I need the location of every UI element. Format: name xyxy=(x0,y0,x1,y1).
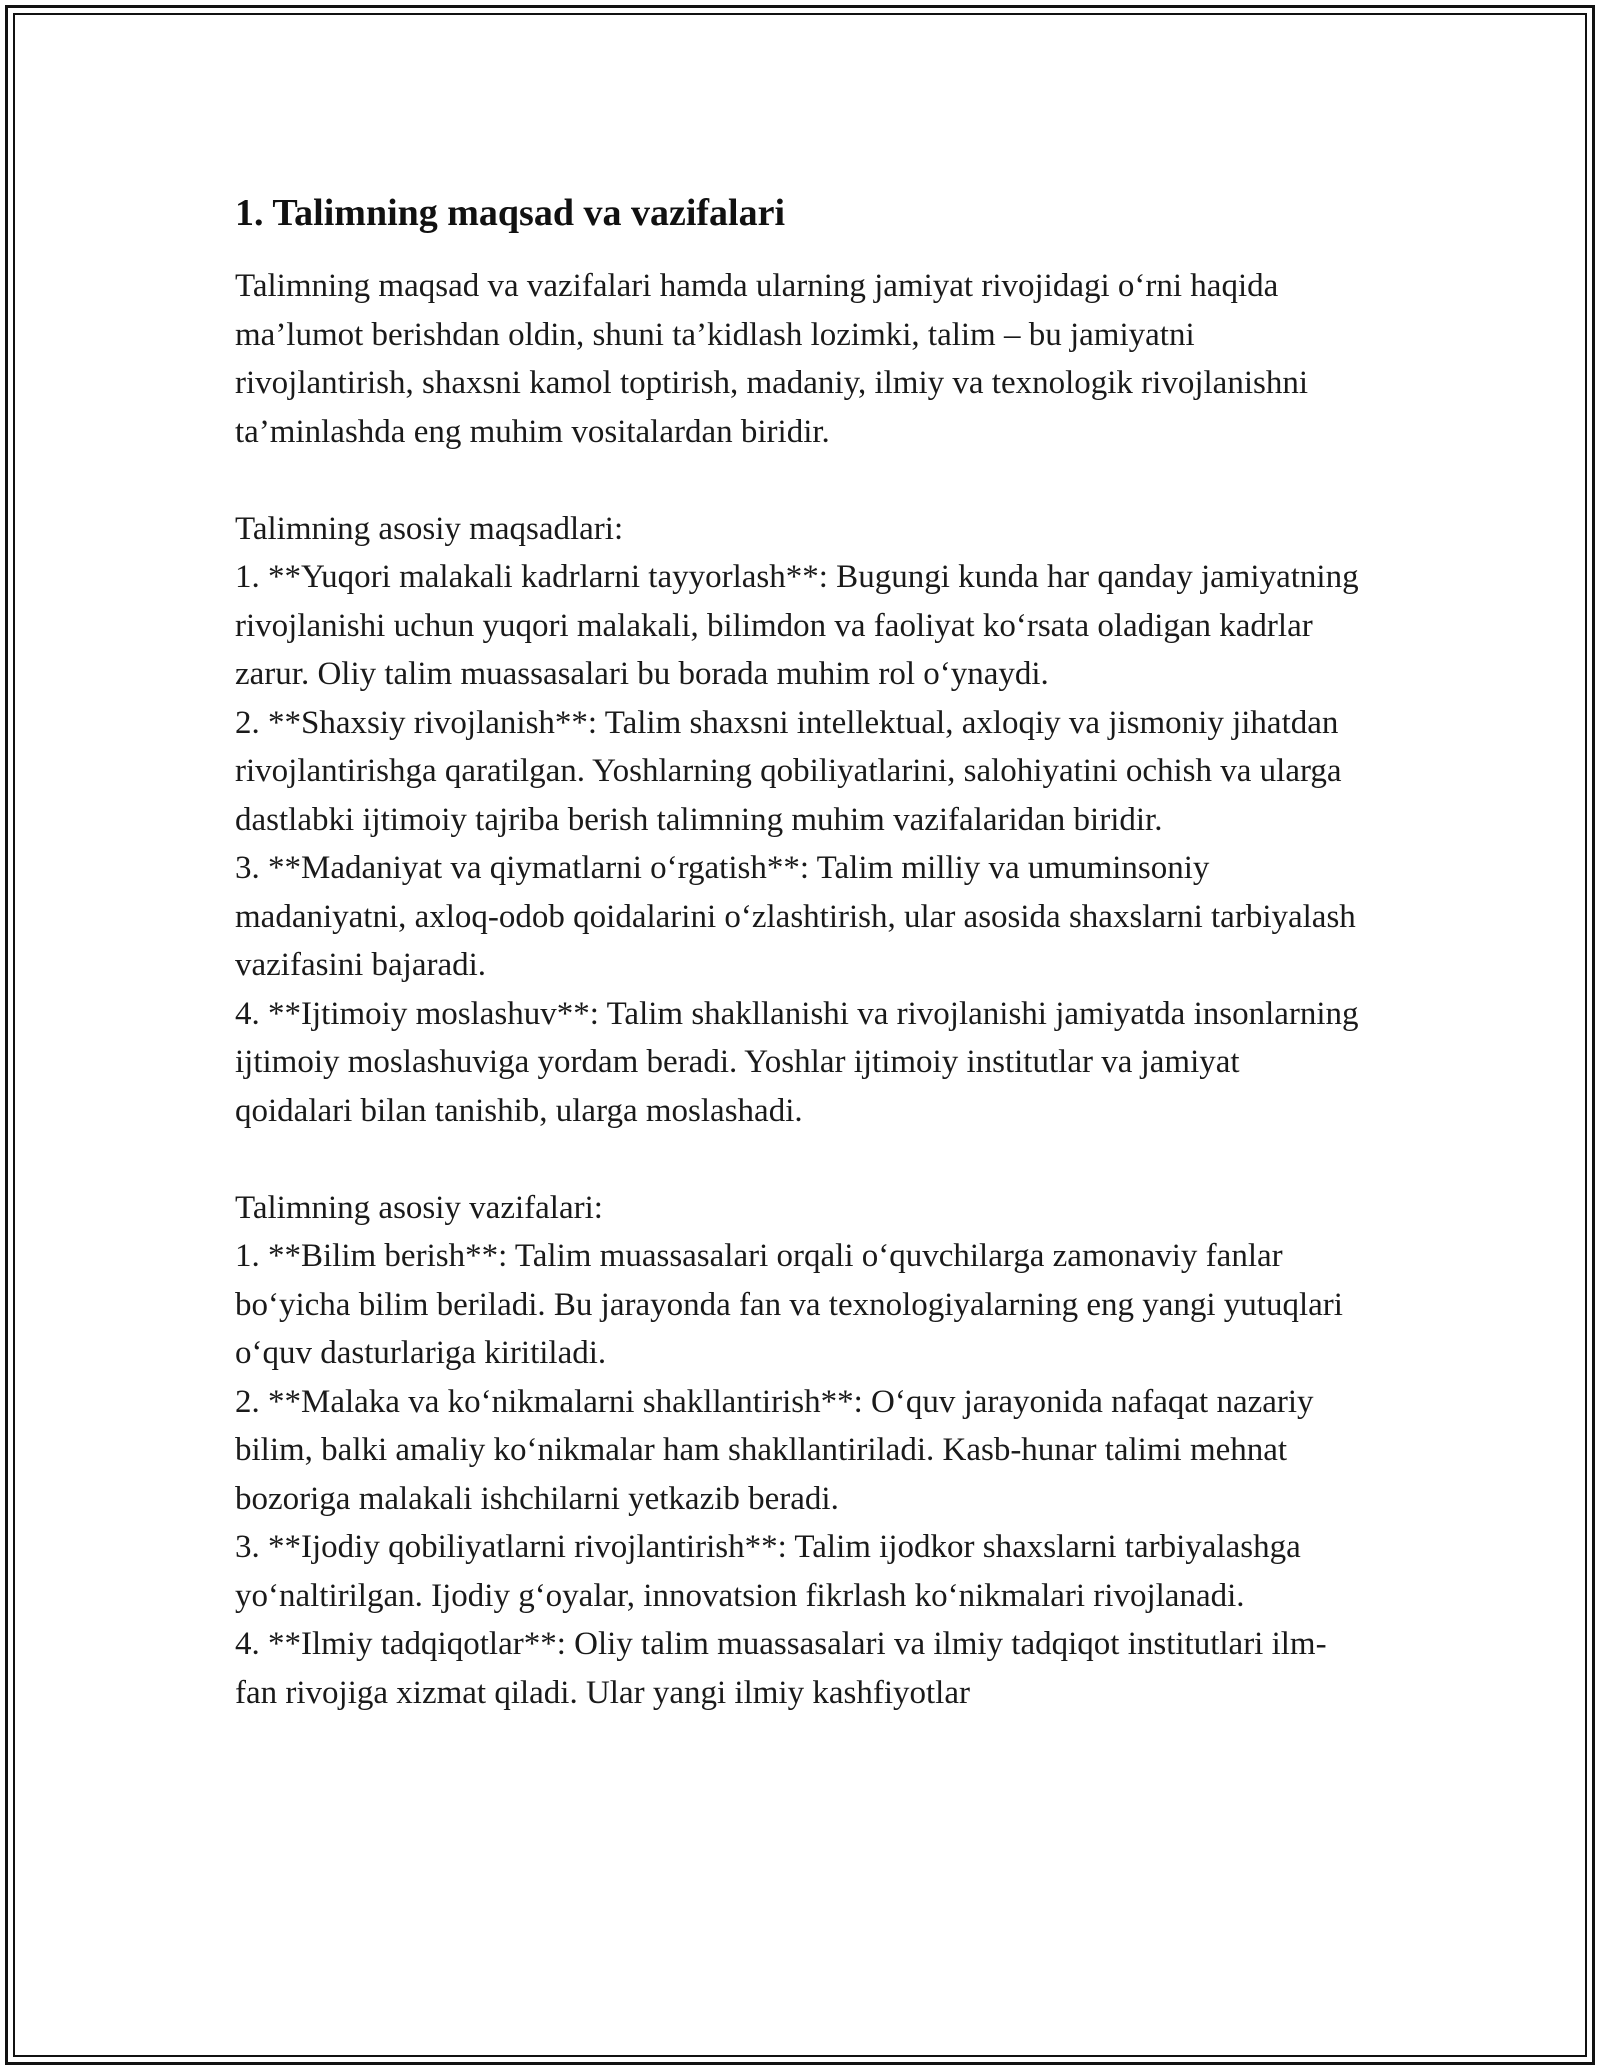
intro-paragraph: Talimning maqsad va vazifalari hamda ularning jamiyat rivojidagi o‘rni haqida ma’lumot berishdan oldin, shuni ta’kidlash lozimki, talim – bu jamiyatni rivojlantirish, shaxsni kamol toptirish, madaniy, ilmiy va texnologik rivojlanishni ta’minlashda eng muhim vositalardan biridir. xyxy=(235,268,1308,450)
tasks-title: Talimning asosiy vazifalari: xyxy=(235,1189,603,1226)
section-heading: 1. Talimning maqsad va vazifalari xyxy=(235,192,786,234)
goals-title: Talimning asosiy maqsadlari: xyxy=(235,510,624,547)
goal-item-2: 2. **Shaxsiy rivojlanish**: Talim shaxsni intellektual, axloqiy va jismoniy jihatdan rivojlantirishga qaratilgan. Yoshlarning qobiliyatlarini, salohiyatini ochish va ularga dastlabki ijtimoiy tajriba berish talimning muhim vazifalaridan biridir. xyxy=(235,704,1342,838)
paragraph-gap xyxy=(235,1135,1365,1184)
goal-item-1: 1. **Yuqori malakali kadrlarni tayyorlash**: Bugungi kunda har qanday jamiyatning rivojlanishi uchun yuqori malakali, bilimdon va faoliyat ko‘rsata oladigan kadrlar zarur. Oliy talim muassasalari bu borada muhim rol o‘ynaydi. xyxy=(235,559,1359,692)
goal-item-3: 3. **Madaniyat va qiymatlarni o‘rgatish**: Talim milliy va umuminsoniy madaniyatni, axloq-odob qoidalarini o‘zlashtirish, ular asosida shaxslarni tarbiyalash vazifasini bajaradi. xyxy=(235,850,1356,983)
task-item-4: 4. **Ilmiy tadqiqotlar**: Oliy talim muassasalari va ilmiy tadqiqot institutlari ilm-fan rivojiga xizmat qiladi. Ular yangi ilmiy kashfiyotlar xyxy=(235,1626,1327,1711)
paragraph-gap xyxy=(235,456,1365,505)
document-body xyxy=(235,188,1365,1717)
task-item-2: 2. **Malaka va ko‘nikmalarni shakllantirish**: O‘quv jarayonida nafaqat nazariy bilim, balki amaliy ko‘nikmalar ham shakllantiriladi. Kasb-hunar talimi mehnat bozoriga malakali ishchilarni yetkazib beradi. xyxy=(235,1383,1314,1517)
task-item-1: 1. **Bilim berish**: Talim muassasalari orqali o‘quvchilarga zamonaviy fanlar bo‘yicha bilim beriladi. Bu jarayonda fan va texnologiyalarning eng yangi yutuqlari o‘quv dasturlariga kiritiladi. xyxy=(235,1238,1343,1371)
task-item-3: 3. **Ijodiy qobiliyatlarni rivojlantirish**: Talim ijodkor shaxslarni tarbiyalashga yo‘naltirilgan. Ijodiy g‘oyalar, innovatsion fikrlash ko‘nikmalari rivojlanadi. xyxy=(235,1529,1301,1614)
goal-item-4: 4. **Ijtimoiy moslashuv**: Talim shakllanishi va rivojlanishi jamiyatda insonlarning ijtimoiy moslashuviga yordam beradi. Yoshlar ijtimoiy institutlar va jamiyat qoidalari bilan tanishib, ularga moslashadi. xyxy=(235,995,1359,1129)
